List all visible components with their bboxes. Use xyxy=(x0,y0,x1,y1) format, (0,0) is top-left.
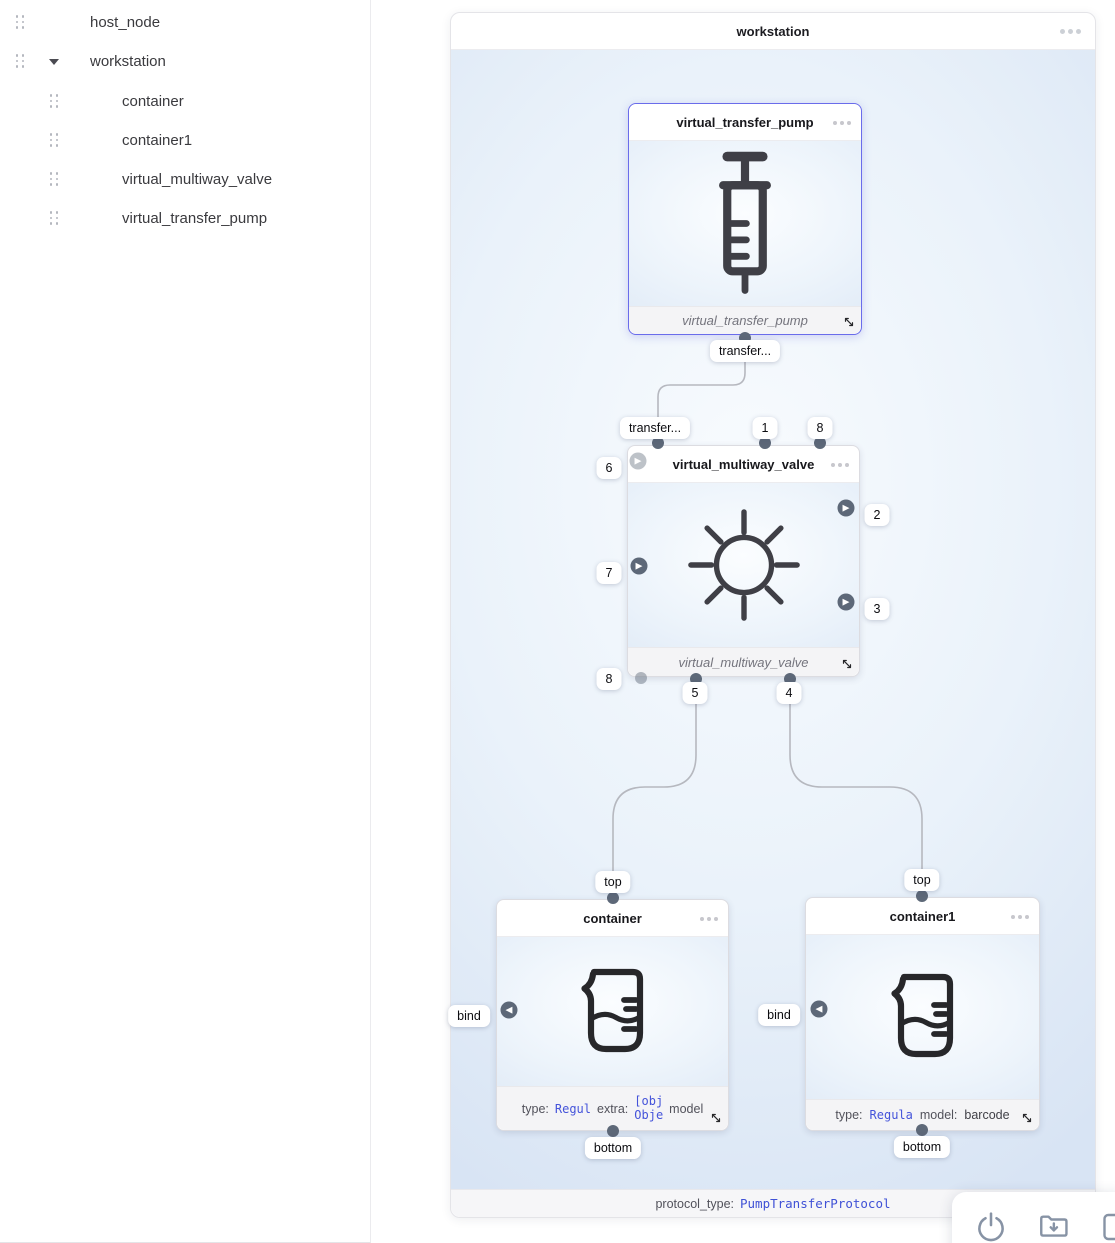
container1-port-bottom-handle[interactable] xyxy=(916,1124,928,1136)
pump-header[interactable] xyxy=(629,104,861,141)
extra-value: [obj Obje xyxy=(634,1093,664,1122)
more-menu-icon[interactable] xyxy=(1060,13,1081,50)
tree-item-label: virtual_multiway_valve xyxy=(122,170,273,188)
valve-header[interactable] xyxy=(628,446,859,483)
node-virtual-transfer-pump[interactable] xyxy=(628,103,862,335)
more-menu-icon[interactable] xyxy=(1011,898,1029,935)
node-virtual-multiway-valve[interactable] xyxy=(627,445,860,677)
container1-header[interactable] xyxy=(806,898,1039,935)
valve-port-transfer-label: transfer... xyxy=(620,417,690,439)
container1-port-top-label: top xyxy=(904,869,939,891)
workstation-title: workstation xyxy=(736,23,810,39)
chevron-down-icon[interactable] xyxy=(49,59,59,65)
sidebar-item-container1[interactable] xyxy=(0,124,371,156)
valve-port-7-handle[interactable]: ▶ xyxy=(631,558,648,575)
node-container1[interactable] xyxy=(805,897,1040,1131)
sidebar-item-virtual-multiway-valve[interactable] xyxy=(0,163,371,195)
valve-port-1-label: 1 xyxy=(753,417,778,439)
workstation-header[interactable] xyxy=(451,13,1095,50)
protocol-type-label: protocol_type: xyxy=(655,1196,734,1211)
load-button[interactable] xyxy=(1036,1209,1072,1243)
resize-icon[interactable] xyxy=(842,315,856,329)
pump-title: virtual_transfer_pump xyxy=(676,114,814,130)
container1-body xyxy=(806,935,1039,1099)
sidebar-item-virtual-transfer-pump[interactable] xyxy=(0,202,371,234)
valve-port-6-label: 6 xyxy=(597,457,622,479)
more-menu-icon[interactable] xyxy=(833,104,851,141)
resize-icon[interactable] xyxy=(1020,1111,1034,1125)
container1-port-top-handle[interactable] xyxy=(916,890,928,902)
drag-handle-icon[interactable] xyxy=(48,210,60,227)
resize-icon[interactable] xyxy=(840,657,854,671)
save-button[interactable] xyxy=(1100,1209,1115,1243)
extra-label: extra: xyxy=(597,1101,629,1116)
node-tree-sidebar xyxy=(0,0,371,1243)
container-port-bottom-handle[interactable] xyxy=(607,1125,619,1137)
container-body xyxy=(497,937,728,1086)
pump-footer xyxy=(629,306,861,334)
pump-body xyxy=(629,141,861,306)
protocol-type-value: PumpTransferProtocol xyxy=(740,1196,891,1211)
container1-port-bind-handle[interactable]: ◀ xyxy=(811,1001,828,1018)
container-header[interactable] xyxy=(497,900,728,937)
container-port-top-handle[interactable] xyxy=(607,892,619,904)
node-container[interactable] xyxy=(496,899,729,1131)
container-port-bottom-label: bottom xyxy=(585,1137,641,1159)
valve-port-6-handle[interactable]: ▶ xyxy=(630,453,647,470)
container1-title: container1 xyxy=(889,908,956,924)
container1-port-bind-label: bind xyxy=(758,1004,800,1026)
valve-body xyxy=(628,483,859,647)
sidebar-item-workstation[interactable] xyxy=(0,45,371,77)
model-value: barcode xyxy=(964,1108,1010,1122)
model-label: model xyxy=(669,1101,704,1116)
valve-port-5-label: 5 xyxy=(683,682,708,704)
drag-handle-icon[interactable] xyxy=(14,53,26,70)
container-port-bind-label: bind xyxy=(448,1005,490,1027)
canvas-toolbar xyxy=(952,1192,1115,1243)
sidebar-item-host-node[interactable] xyxy=(0,6,371,38)
valve-port-2-handle[interactable]: ▶ xyxy=(838,500,855,517)
valve-port-8-left-handle[interactable] xyxy=(635,672,647,684)
tree-item-label: container xyxy=(122,92,184,110)
valve-port-8-top-label: 8 xyxy=(808,417,833,439)
container-title: container xyxy=(583,910,642,926)
tree-item-label: virtual_transfer_pump xyxy=(122,209,268,227)
file-icon xyxy=(1100,1209,1115,1243)
more-menu-icon[interactable] xyxy=(831,446,849,483)
folder-download-icon xyxy=(1036,1209,1072,1243)
sidebar-item-container[interactable] xyxy=(0,85,371,117)
resize-icon[interactable] xyxy=(709,1111,723,1125)
valve-footer-label: virtual_multiway_valve xyxy=(678,654,809,670)
valve-port-3-handle[interactable]: ▶ xyxy=(838,594,855,611)
drag-handle-icon[interactable] xyxy=(48,93,60,110)
tree-item-label: host_node xyxy=(90,13,161,31)
container-footer xyxy=(497,1086,728,1130)
drag-handle-icon[interactable] xyxy=(14,14,26,31)
valve-title: virtual_multiway_valve xyxy=(672,456,815,472)
container-port-bind-handle[interactable]: ◀ xyxy=(501,1002,518,1019)
power-button[interactable] xyxy=(974,1209,1008,1243)
type-value: Regul xyxy=(554,1101,591,1116)
multiway-valve-icon xyxy=(685,506,803,624)
drag-handle-icon[interactable] xyxy=(48,171,60,188)
valve-port-2-label: 2 xyxy=(865,504,890,526)
more-menu-icon[interactable] xyxy=(700,900,718,937)
valve-port-4-label: 4 xyxy=(777,682,802,704)
model-label: model: xyxy=(919,1108,958,1122)
valve-footer xyxy=(628,647,859,676)
container-port-top-label: top xyxy=(595,871,630,893)
beaker-icon xyxy=(872,967,974,1067)
beaker-icon xyxy=(562,962,664,1062)
valve-port-7-label: 7 xyxy=(597,562,622,584)
tree-item-label: container1 xyxy=(122,131,193,149)
valve-port-3-label: 3 xyxy=(865,598,890,620)
pump-port-transfer-label: transfer... xyxy=(710,340,780,362)
valve-port-8-left-label: 8 xyxy=(597,668,622,690)
type-value: Regula xyxy=(869,1108,913,1122)
pump-footer-label: virtual_transfer_pump xyxy=(682,313,808,328)
tree-item-label: workstation xyxy=(90,52,166,70)
type-label: type: xyxy=(521,1101,549,1116)
container1-port-bottom-label: bottom xyxy=(894,1136,950,1158)
power-icon xyxy=(974,1210,1008,1243)
syringe-icon xyxy=(704,147,786,300)
drag-handle-icon[interactable] xyxy=(48,132,60,149)
type-label: type: xyxy=(835,1108,863,1122)
